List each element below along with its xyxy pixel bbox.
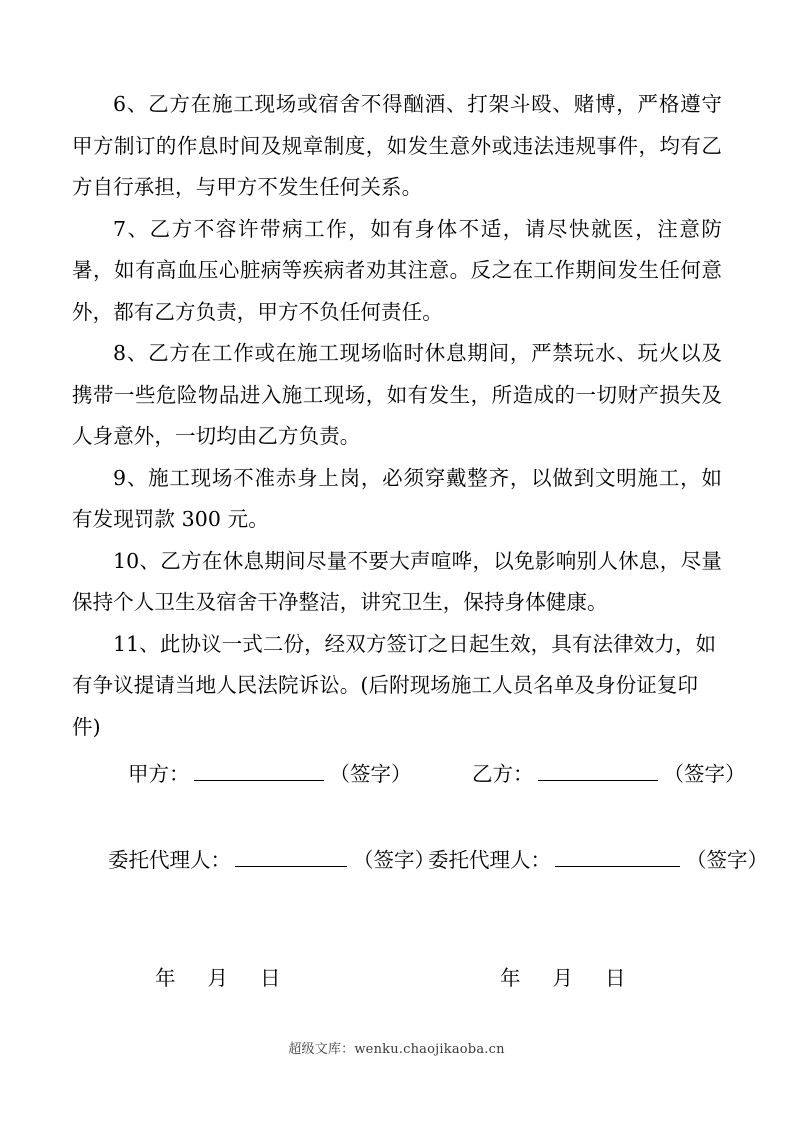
clause-item-8: 8、乙方在工作或在施工现场临时休息期间，严禁玩水、玩火以及携带一些危险物品进入施工现场，如有发生，所造成的一切财产损失及人身意外，一切均由乙方负责。 (72, 341, 722, 448)
party-a-note: （签字） (329, 762, 412, 786)
agent-a-signature-line[interactable] (235, 844, 347, 867)
agent-a-note: （签字） (353, 848, 435, 872)
party-b-label: 乙方： (472, 762, 534, 786)
date-right-year: 年 (500, 966, 521, 990)
signature-section (0, 752, 793, 882)
date-left-month: 月 (207, 966, 228, 990)
clause-item-9: 9、施工现场不准赤身上岗，必须穿戴整齐，以做到文明施工，如有发现罚款 300 元。 (72, 465, 722, 531)
signature-row-parties (0, 752, 793, 796)
agent-a-signature-block (108, 838, 435, 882)
agent-b-signature-block (428, 838, 768, 882)
contract-clause-list (72, 84, 722, 748)
party-a-signature-block (128, 752, 412, 796)
party-b-signature-line[interactable] (538, 758, 658, 781)
date-right-day: 日 (605, 966, 626, 990)
date-right-month: 月 (552, 966, 573, 990)
agent-b-signature-line[interactable] (555, 844, 680, 867)
footer-watermark: 超级文库：wenku.chaojikaoba.cn (288, 1042, 505, 1057)
clause-item-7: 7、乙方不容许带病工作，如有身体不适，请尽快就医，注意防暑，如有高血压心脏病等疾病者劝其注意。反之在工作期间发生任何意外，都有乙方负责，甲方不负任何责任。 (72, 216, 722, 324)
party-b-signature-block (472, 752, 746, 796)
date-section (0, 958, 793, 998)
agent-b-note: （签字） (686, 848, 768, 872)
party-a-signature-line[interactable] (194, 758, 324, 781)
date-group-left (155, 958, 281, 998)
date-left-year: 年 (155, 966, 176, 990)
clause-item-6: 6、乙方在施工现场或宿舍不得酗酒、打架斗殴、赌博，严格遵守甲方制订的作息时间及规章制度，如发生意外或违法违规事件，均有乙方自行承担，与甲方不发生任何关系。 (72, 92, 722, 199)
date-group-right (500, 958, 626, 998)
agent-a-label: 委托代理人： (108, 848, 231, 872)
date-row (0, 958, 793, 998)
party-a-label: 甲方： (128, 762, 190, 786)
clause-item-11: 11、此协议一式二份，经双方签订之日起生效，具有法律效力，如有争议提请当地人民法院诉讼。(后附现场施工人员名单及身份证复印件) (72, 631, 717, 739)
agent-b-label: 委托代理人： (428, 848, 551, 872)
clause-item-10: 10、乙方在休息期间尽量不要大声喧哗，以免影响别人休息，尽量保持个人卫生及宿舍干净整洁，讲究卫生，保持身体健康。 (72, 548, 722, 614)
date-left-day: 日 (260, 966, 281, 990)
party-b-note: （签字） (663, 762, 746, 786)
signature-row-agents (0, 838, 793, 882)
